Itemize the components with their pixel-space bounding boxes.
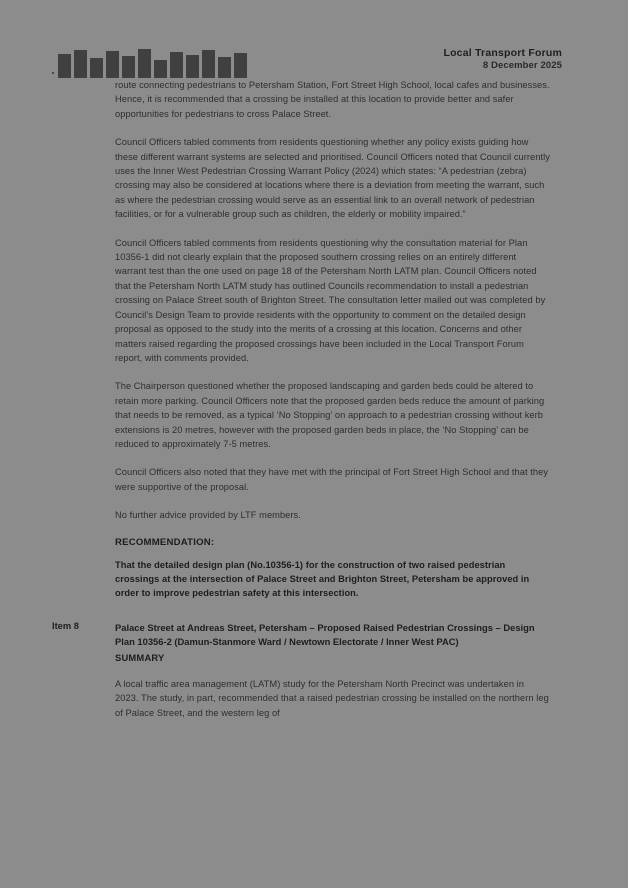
paragraph: route connecting pedestrians to Petersham Station, Fort Street High School, local cafes and businesses. Hence, it is recommended that a crossing be installed at this location to provide better and safer opportunities for pedestrians to cross Palace Street. [115, 80, 550, 119]
paragraph: Council Officers tabled comments from residents questioning whether any policy exists guiding how these different warrant systems are selected and prioritised. Council Officers noted that Council currently uses the Inner West Pedestrian Crossing Warrant Policy (2024) which states: “A pedestrian (zebra) crossing may also be considered at locations where there is a deviation from meeting the warrant, such as where the pedestrian crossing would serve as an essential link to an overall network of pedestrian facilities, or for a vulnerable group such as children, the elderly or mobility impaired.” [115, 137, 550, 220]
recommendation-text: That the detailed design plan (No.10356-1) for the construction of two raised pedestrian crossings at the intersection of Palace Street and Brighton Street, Petersham be approved in order to improve pedestrian safety at this intersection. [115, 559, 530, 599]
page-header [0, 22, 628, 72]
paragraph: The Chairperson questioned whether the proposed landscaping and garden beds could be altered to retain more parking. Council Officers note that the proposed garden beds reduce the amount of parking that needs to be removed, as a typical ‘No Stopping’ on approach to a pedestrian crossing without kerb extensions is 20 metres, however with the proposed garden beds in place, the ‘No Stopping’ can be reduced to approximately 7-5 metres. [115, 381, 545, 449]
council-logo-icon [58, 48, 258, 78]
paragraph: Council Officers also noted that they have met with the principal of Fort Street High School and that they were supportive of the proposal. [115, 467, 549, 492]
forum-title: Local Transport Forum [443, 47, 562, 59]
agenda-item [0, 621, 628, 665]
agenda-item-title: Palace Street at Andreas Street, Petersham – Proposed Raised Pedestrian Crossings – Design Plan 10356-2 (Damun-Stanmore Ward / Newtown Electorate / Inner West PAC) [115, 621, 535, 648]
recommendation-heading: RECOMMENDATION: [115, 536, 215, 548]
paragraph: Council Officers tabled comments from residents questioning why the consultation material for Plan 10356-1 did not clearly explain that the proposed southern crossing relies on an entirely different warrant test than the one used on page 18 of the Petersham North LATM plan. Council Officers noted that the Petersham North LATM study has outlined Councils recommendation to install a pedestrian crossing on Palace Street south of Brighton Street. The consultation letter mailed out was completed by Council’s Design Team to provide residents with the opportunity to comment on the detailed design proposal as opposed to the study into the merits of a crossing at this location. Concerns and other matters raised regarding the proposed crossings have been included in the Local Transport Forum report, with comments provided. [115, 237, 546, 363]
forum-date: 8 December 2025 [482, 60, 562, 72]
margin-mark [52, 72, 54, 74]
agenda-item-summary-text: A local traffic area management (LATM) study for the Petersham North Precinct was undertaken in 2023. The study, in part, recommended that a raised pedestrian crossing be installed on the northern leg of Palace Street, and the western leg of [115, 678, 549, 718]
agenda-item-label: Item 8 [52, 620, 79, 631]
header-meta [443, 46, 562, 73]
agenda-item-summary-heading: SUMMARY [115, 651, 165, 663]
document-body [0, 78, 628, 734]
paragraph: No further advice provided by LTF members. [115, 510, 301, 521]
